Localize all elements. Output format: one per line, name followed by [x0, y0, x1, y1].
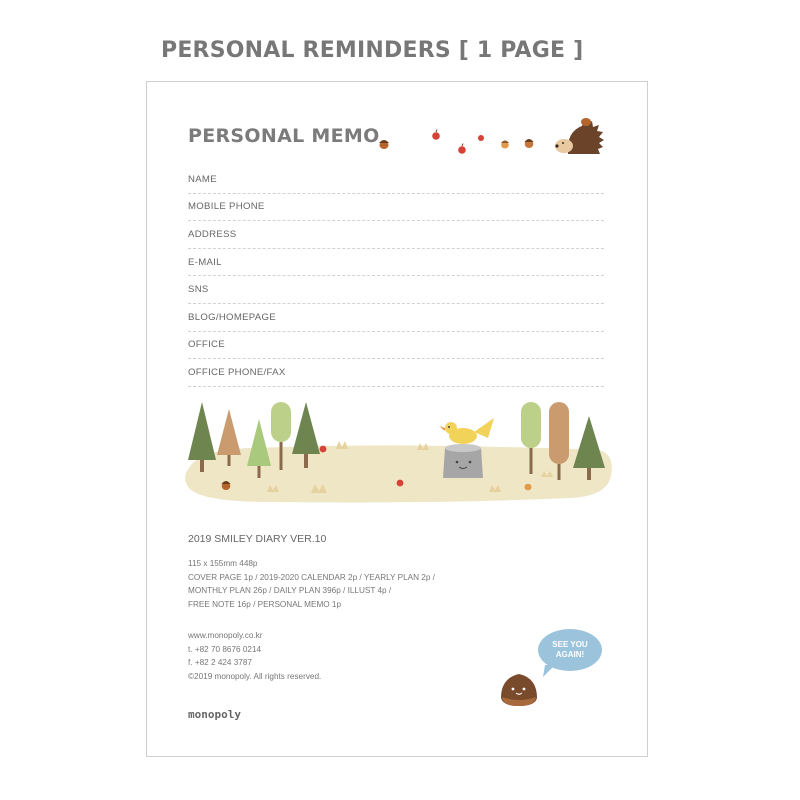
memo-field-office[interactable]: [188, 332, 604, 360]
diary-info: [188, 533, 488, 683]
field-label: BLOG/HOMEPAGE: [188, 311, 276, 323]
spec-line: FREE NOTE 16p / PERSONAL MEMO 1p: [188, 599, 342, 609]
fax-number: f. +82 2 424 3787: [188, 658, 252, 667]
memo-field-sns[interactable]: [188, 276, 604, 304]
phone-number: t. +82 70 8676 0214: [188, 644, 262, 654]
memo-field-email[interactable]: [188, 249, 604, 277]
bird-icon: [439, 418, 494, 444]
apple-icon: [432, 130, 440, 140]
spec-line: MONTHLY PLAN 26p / DAILY PLAN 396p / ILLUST 4p /: [188, 586, 392, 595]
acorn-icon: [501, 141, 509, 149]
bubble-line-1: SEE YOU: [552, 640, 588, 649]
copyright: ©2019 monopoly. All rights reserved.: [188, 671, 322, 681]
apple-icon: [458, 144, 466, 154]
hedgehog-icon: [555, 118, 604, 154]
chestnut-icon: [497, 670, 541, 708]
memo-page: [146, 81, 648, 757]
contact-info: [188, 629, 488, 683]
hedgehog-acorns-illustration: [375, 110, 607, 160]
memo-field-name[interactable]: [188, 166, 604, 194]
diary-title: 2019 SMILEY DIARY VER.10: [188, 533, 327, 545]
field-label: OFFICE PHONE/FAX: [188, 366, 286, 378]
memo-field-blog-homepage[interactable]: [188, 304, 604, 332]
bubble-line-2: AGAIN!: [555, 650, 585, 659]
field-label: SNS: [188, 284, 209, 296]
memo-field-address[interactable]: [188, 221, 604, 249]
acorn-icon: [525, 139, 534, 148]
field-label: ADDRESS: [188, 228, 237, 240]
forest-scene-illustration: [181, 402, 613, 512]
memo-title: PERSONAL MEMO: [188, 125, 380, 147]
field-label: MOBILE PHONE: [188, 201, 265, 213]
acorn-icon: [525, 484, 532, 491]
apple-icon: [478, 135, 484, 141]
memo-field-office-phone-fax[interactable]: [188, 359, 604, 387]
acorn-icon: [379, 140, 389, 149]
field-label: NAME: [188, 173, 217, 185]
page-heading: PERSONAL REMINDERS [ 1 PAGE ]: [161, 38, 584, 63]
memo-field-mobile-phone[interactable]: [188, 194, 604, 222]
field-label: E-MAIL: [188, 256, 222, 268]
spec-line: COVER PAGE 1p / 2019-2020 CALENDAR 2p / YEARLY PLAN 2p /: [188, 572, 435, 582]
apple-icon: [320, 446, 327, 453]
website-link[interactable]: www.monopoly.co.kr: [188, 631, 263, 640]
field-label: OFFICE: [188, 339, 225, 351]
stump-icon: [443, 444, 483, 478]
speech-bubble: [538, 629, 602, 671]
memo-fields: [188, 166, 604, 387]
apple-icon: [397, 480, 404, 487]
spec-line: 115 x 155mm 448p: [188, 559, 258, 568]
brand-logo: monopoly: [188, 708, 241, 721]
